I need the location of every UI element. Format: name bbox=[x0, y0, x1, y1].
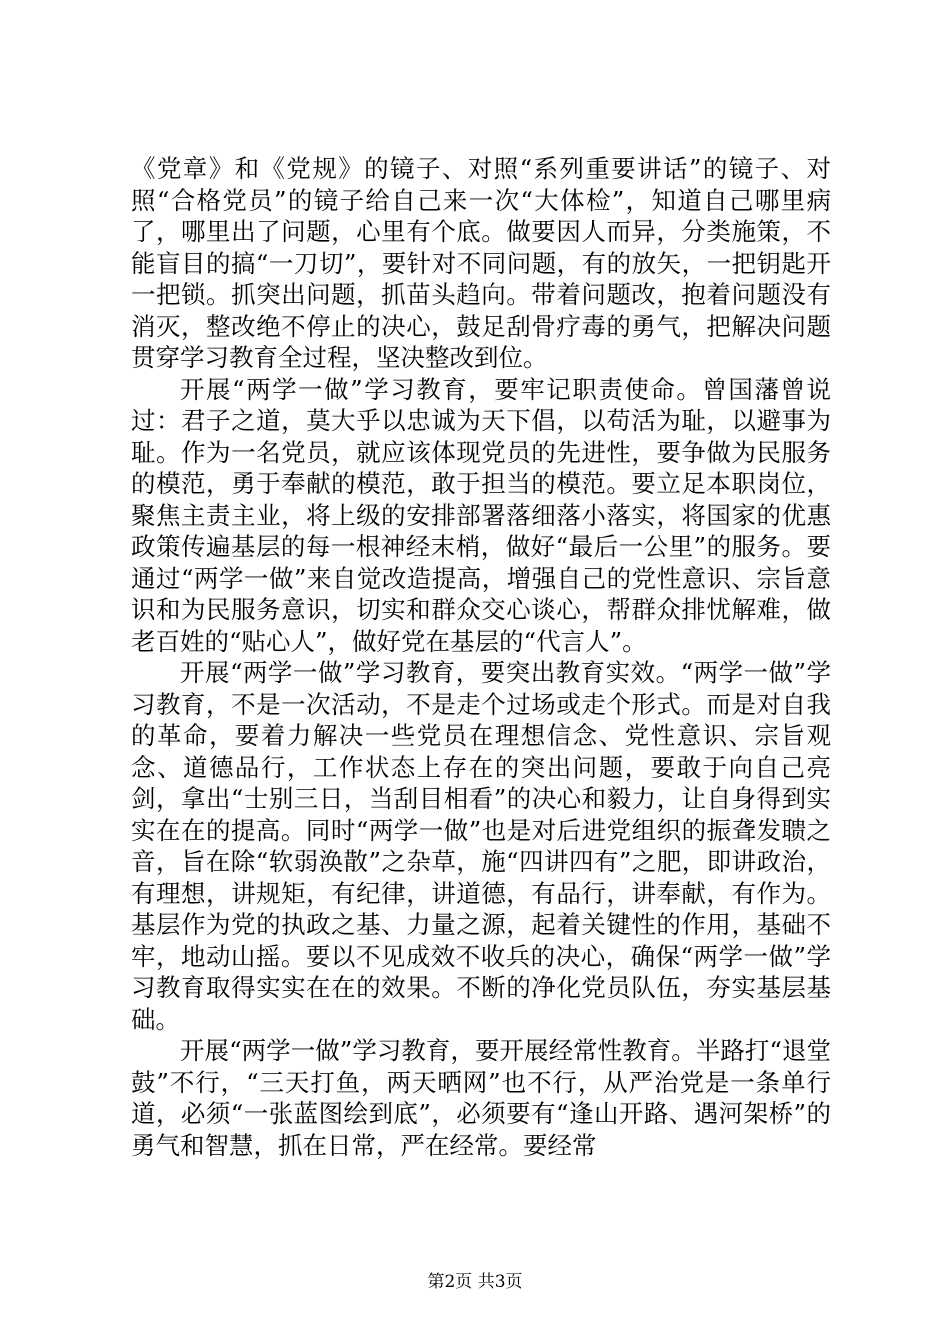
document-body bbox=[131, 153, 831, 1161]
page-number-footer: 第2页 共3页 bbox=[427, 1272, 523, 1292]
paragraph-1: 《党章》和《党规》的镜子、对照“系列重要讲话”的镜子、对照“合格党员”的镜子给自己来一次“大体检”，知道自己哪里病了，哪里出了问题，心里有个底。做要因人而异，分类施策，不能盲目的搞“一刀切”，要针对不同问题，有的放矢，一把钥匙开一把锁。抓突出问题，抓苗头趋向。带着问题改，抱着问题没有消灭，整改绝不停止的决心，鼓足刮骨疗毒的勇气，把解决问题贯穿学习教育全过程，坚决整改到位。 bbox=[131, 154, 831, 372]
paragraph-4: 开展“两学一做”学习教育，要开展经常性教育。半路打“退堂鼓”不行，“三天打鱼，两天晒网”也不行，从严治党是一条单行道，必须“一张蓝图绘到底”，必须要有“逢山开路、遇河架桥”的勇气和智慧，抓在日常，严在经常。要经常 bbox=[131, 1036, 831, 1160]
paragraph-3: 开展“两学一做”学习教育，要突出教育实效。“两学一做”学习教育，不是一次活动，不是走个过场或走个形式。而是对自我的革命，要着力解决一些党员在理想信念、党性意识、宗旨观念、道德品行，工作状态上存在的突出问题，要敢于向自己亮剑，拿出“士别三日，当刮目相看”的决心和毅力，让自身得到实实在在的提高。同时“两学一做”也是对后进党组织的振聋发聩之音，旨在除“软弱涣散”之杂草，施“四讲四有”之肥，即讲政治，有理想，讲规矩，有纪律，讲道德，有品行，讲奉献，有作为。基层作为党的执政之基、力量之源，起着关键性的作用，基础不牢，地动山摇。要以不见成效不收兵的决心，确保“两学一做”学习教育取得实实在在的效果。不断的净化党员队伍，夯实基层基础。 bbox=[131, 658, 831, 1034]
paragraph-2: 开展“两学一做”学习教育，要牢记职责使命。曾国藩曾说过：君子之道，莫大乎以忠诚为天下倡，以苟活为耻，以避事为耻。作为一名党员，就应该体现党员的先进性，要争做为民服务的模范，勇于奉献的模范，敢于担当的模范。要立足本职岗位，聚焦主责主业，将上级的安排部署落细落小落实，将国家的优惠政策传遍基层的每一根神经末梢，做好“最后一公里”的服务。要通过“两学一做”来自觉改造提高，增强自己的党性意识、宗旨意识和为民服务意识，切实和群众交心谈心，帮群众排忧解难，做老百姓的“贴心人”，做好党在基层的“代言人”。 bbox=[131, 374, 831, 656]
